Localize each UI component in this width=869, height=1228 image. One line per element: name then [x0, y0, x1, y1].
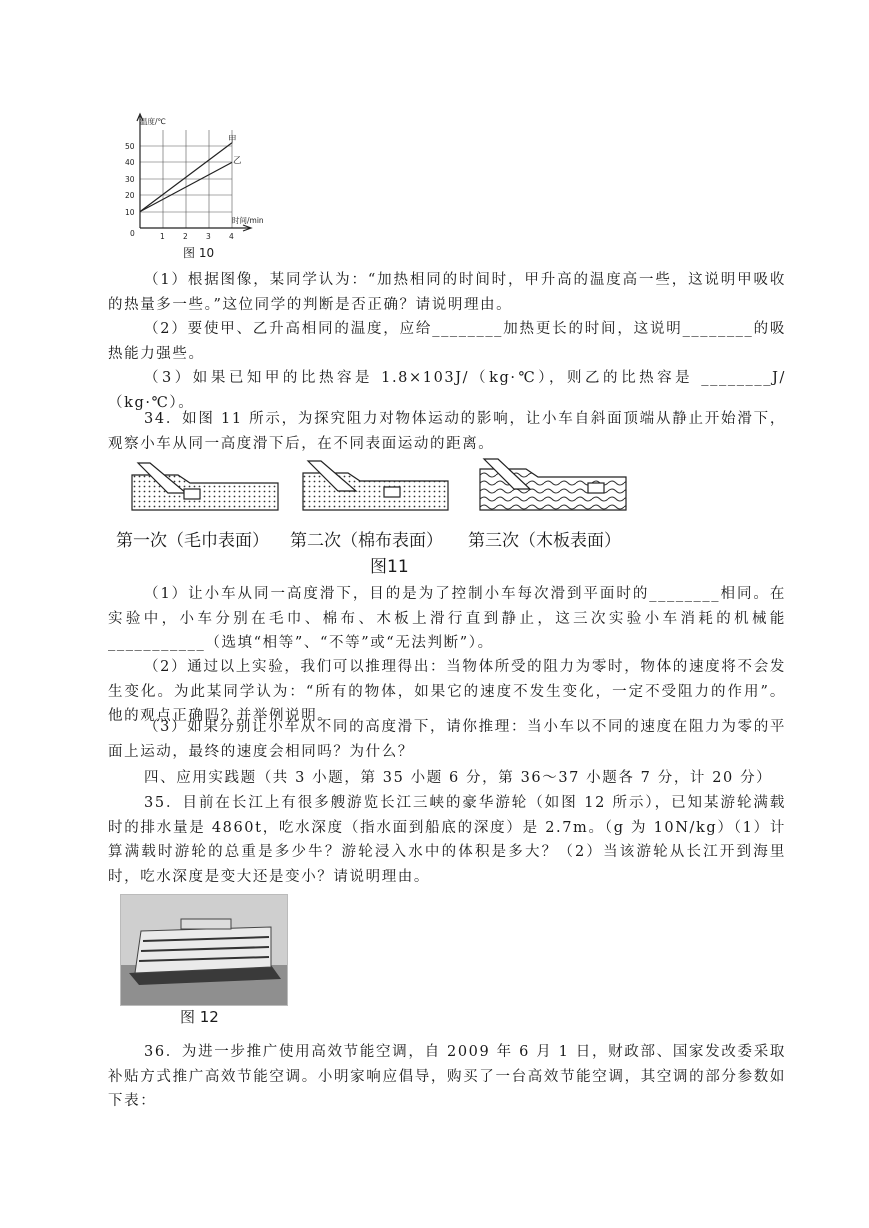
y-axis-label: 温度/℃ [140, 117, 166, 126]
q36-text: 36．为进一步推广使用高效节能空调，自 2009 年 6 月 1 日，财政部、国家发改委采取补贴方式推广高效节能空调。小明家响应倡导，购买了一台高效节能空调，其空调的部分参数如下表： [108, 1044, 786, 1109]
track-wood [480, 459, 626, 510]
fig11-illustration [128, 455, 638, 525]
x-tick-label: 4 [229, 232, 234, 241]
series-label-jia: 甲 [228, 135, 237, 145]
fig11-caption: 图11 [370, 557, 409, 577]
y-tick-label: 40 [125, 158, 135, 167]
x-tick-label: 1 [160, 232, 165, 241]
q34-part3: （3）如果分别让小车从不同的高度滑下，请你推理：当小车以不同的速度在阻力为零的平面上运动，最终的速度会相同吗？为什么？ [108, 719, 786, 760]
q33-part1: （1）根据图像，某同学认为：“加热相同的时间时，甲升高的温度高一些，这说明甲吸收的热量多一些。”这位同学的判断是否正确？请说明理由。 [108, 272, 786, 313]
q34-part2: （2）通过以上实验，我们可以推理得出：当物体所受的阻力为零时，物体的速度将不会发生变化。为此某同学认为：“所有的物体，如果它的速度不发生变化，一定不受阻力的作用”。他的观点正确吗？并举例说明。 [108, 659, 786, 724]
y-tick-label: 20 [125, 191, 135, 200]
y-tick-label: 0 [130, 229, 135, 238]
q34-part1: （1）让小车从同一高度滑下，目的是为了控制小车每次滑到平面时的________相同。在实验中，小车分别在毛巾、棉布、木板上滑行直到静止，这三次实验小车消耗的机械能___________（选填“相等”、“不等”或“无法判断”）。 [108, 586, 786, 651]
y-tick-label: 50 [125, 142, 135, 151]
track-cotton [303, 461, 448, 510]
fig11-label-3: 第三次（木板表面） [468, 531, 621, 551]
fig10-caption: 图 10 [183, 246, 215, 260]
q33-part3: （3）如果已知甲的比热容是 1.8×103J/（kg·℃），则乙的比热容是 ________J/（kg·℃）。 [108, 370, 786, 411]
q33-part2: （2）要使甲、乙升高相同的温度，应给________加热更长的时间，这说明________的吸热能力强些。 [108, 321, 786, 362]
fig12-ship-photo [120, 894, 288, 1006]
fig10-graph [118, 108, 264, 248]
y-tick-label: 30 [125, 175, 135, 184]
fig11-label-1: 第一次（毛巾表面） [116, 531, 269, 551]
q35-text: 35．目前在长江上有很多艘游览长江三峡的豪华游轮（如图 12 所示），已知某游轮满载时的排水量是 4860t，吃水深度（指水面到船底的深度）是 2.7m。（g 为 10N/kg）（1）计算满载时游轮的总重是多少牛？游轮浸入水中的体积是多大？（2）当该游轮从长江开到海里时，吃水深度是变大还是变小？请说明理由。 [108, 795, 786, 885]
fig12-caption: 图 12 [180, 1008, 219, 1026]
q34-intro: 34．如图 11 所示，为探究阻力对物体运动的影响，让小车自斜面顶端从静止开始滑下，观察小车从同一高度滑下后，在不同表面运动的距离。 [108, 411, 786, 452]
x-tick-label: 3 [206, 232, 211, 241]
track-towel [132, 463, 278, 510]
x-tick-label: 2 [183, 232, 188, 241]
y-tick-label: 10 [125, 208, 135, 217]
section-4-heading: 四、应用实践题（共 3 小题，第 35 小题 6 分，第 36～37 小题各 7 分，计 20 分） [144, 770, 773, 786]
x-axis-label: 时间/min [232, 216, 264, 225]
series-label-yi: 乙 [233, 156, 242, 166]
fig11-label-2: 第二次（棉布表面） [290, 531, 443, 551]
